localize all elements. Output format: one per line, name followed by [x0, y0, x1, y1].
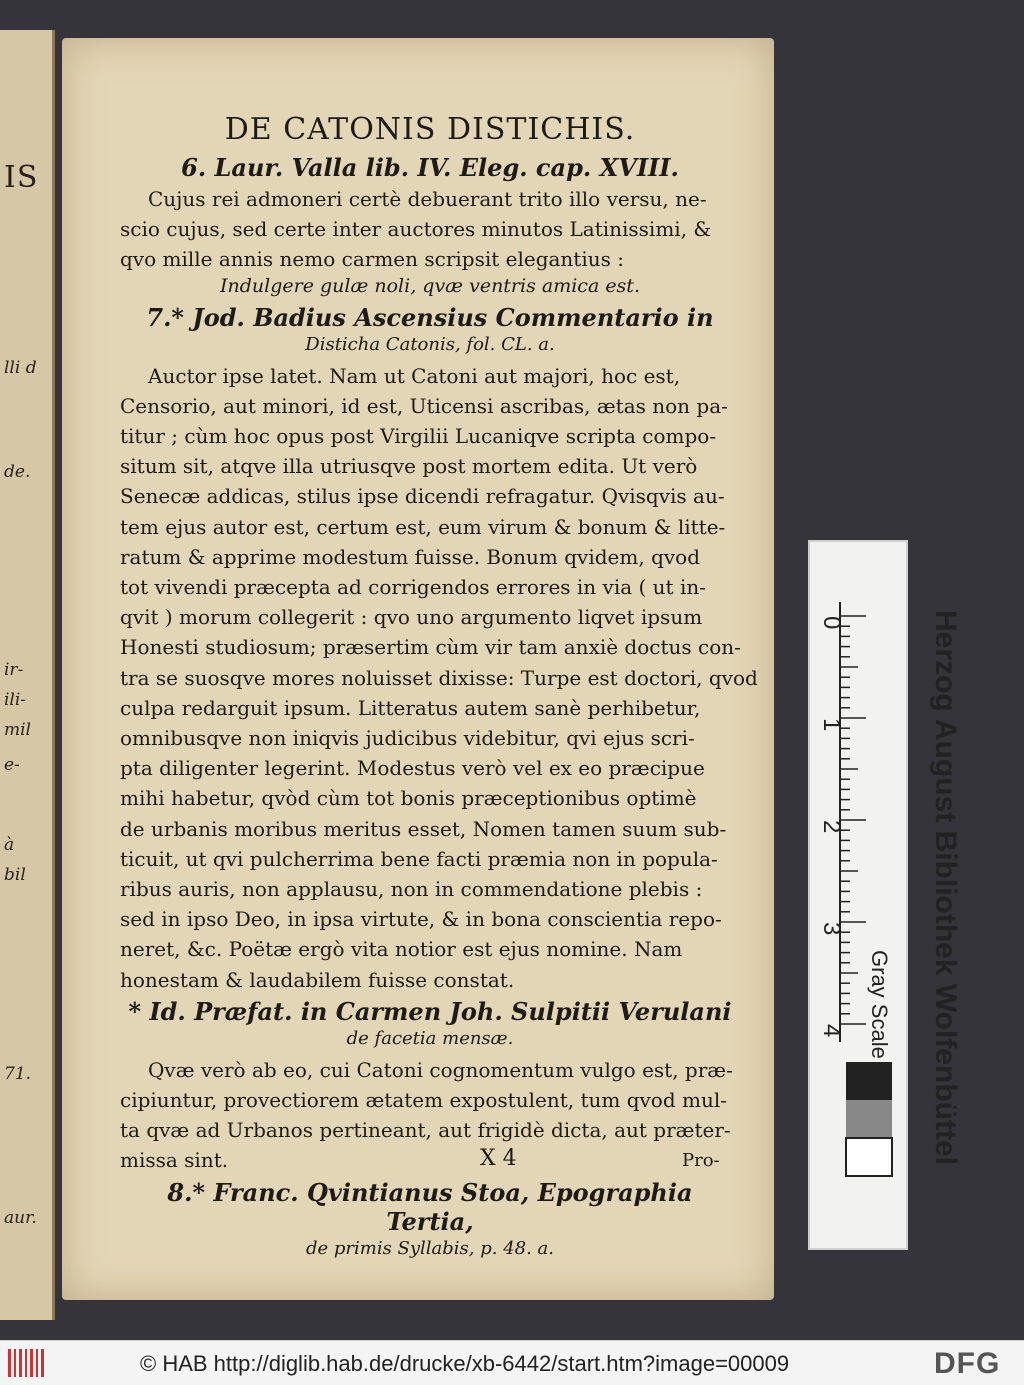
hab-logo-icon [8, 1349, 44, 1377]
page-text [120, 112, 758, 1265]
gray-swatch-mid [846, 1100, 892, 1138]
text-line: sed in ipso Deo, in ipsa virtute, & in bona conscientia repo- [120, 907, 722, 932]
text-line: situm sit, atqve illa utriusqve post mortem edita. Ut verò [120, 454, 698, 479]
text-line: scio cujus, sed certe inter auctores minutos Latinissimi, & [120, 217, 712, 242]
signature-mark: X 4 [480, 1146, 517, 1171]
text-line: Cujus rei admoneri certè debuerant trito illo versu, ne- [148, 187, 707, 211]
text-line: ribus auris, non applausu, non in commendatione plebis : [120, 877, 703, 902]
text-line: ratum & apprime modestum fuisse. Bonum qvidem, qvod [120, 544, 701, 569]
ruler-tick-label: 1 [818, 718, 845, 732]
text-line: qvo mille annis nemo carmen scripsit elegantius : [120, 247, 624, 272]
text-line: Auctor ipse latet. Nam ut Catoni aut majori, hoc est, [148, 363, 681, 388]
text-line: ta qvæ ad Urbanos pertineant, aut frigidè dicta, aut præter- [120, 1118, 731, 1143]
source-id-sub: de facetia mensæ. [346, 1027, 514, 1049]
ruler-tick-label: 3 [818, 922, 845, 936]
institution-name: Herzog August Bibliothek Wolfenbüttel [929, 610, 962, 1165]
text-line: tra se suosqve mores noluisset dixisse: Turpe est doctori, qvod [120, 665, 758, 690]
text-line: de urbanis moribus meritus esset, Nomen tamen suum sub- [120, 816, 727, 841]
source-7-sub: Disticha Catonis, fol. CL. a. [305, 333, 555, 355]
gray-swatch-light [846, 1138, 892, 1176]
text-line: missa sint. [120, 1148, 229, 1173]
text-line: qvit ) morum collegerit : qvo uno argumento liqvet ipsum [120, 605, 703, 630]
text-line: honestam & laudabilem fuisse constat. [120, 967, 515, 992]
catchword: Pro- [682, 1150, 720, 1171]
source-7: 7.* Jod. Badius Ascensius Commentario in [146, 302, 714, 332]
previous-page-fragment: e- [4, 755, 20, 775]
verse-quote: Indulgere gulæ noli, qvæ ventris amica est. [220, 274, 640, 297]
text-line: ticuit, ut qvi pulcherrima bene facti præmia non in popula- [120, 846, 718, 871]
ruler-tick-label: 4 [818, 1024, 845, 1038]
text-line: titur ; cùm hoc opus post Virgilii Lucaniqve scripta compo- [120, 424, 717, 449]
ruler-scale [810, 542, 906, 1248]
text-line: tot vivendi præcepta ad corrigendos errores in via ( ut in- [120, 575, 706, 600]
ruler-wordmark [900, 610, 962, 1210]
previous-page-fragment: 71. [4, 1064, 32, 1084]
text-line: Censorio, aut minori, id est, Uticensi ascribas, ætas non pa- [120, 393, 728, 418]
source-8: 8.* Franc. Qvintianus Stoa, Epographia Tertia, [167, 1177, 693, 1236]
source-8-sub: de primis Syllabis, p. 48. a. [305, 1237, 555, 1259]
text-line: mihi habetur, qvòd cùm tot bonis præceptionibus optimè [120, 786, 697, 811]
text-line: cipiuntur, provectiorem ætatem expostulent, tum qvod mul- [120, 1088, 727, 1113]
viewer-footer [0, 1340, 1024, 1385]
previous-page-edge [0, 30, 55, 1320]
text-line: Honesti studiosum; præsertim cùm vir tam anxiè doctus con- [120, 635, 741, 660]
gray-swatch-dark [846, 1062, 892, 1100]
source-6: 6. Laur. Valla lib. IV. Eleg. cap. XVIII. [181, 153, 679, 182]
text-line: tem ejus autor est, certum est, eum virum & bonum & litte- [120, 514, 726, 539]
text-line: omnibusqve non iniqvis judicibus videbitur, qvi ejus scri- [120, 726, 695, 751]
previous-page-fragment: ili- [4, 690, 27, 710]
page-title: DE CATONIS DISTICHIS. [224, 112, 636, 147]
color-ruler [808, 540, 908, 1250]
ruler-tick-label: 2 [818, 820, 845, 834]
previous-page-fragment: à [4, 835, 15, 855]
previous-page-fragment: de. [4, 462, 31, 482]
gray-scale-label: Gray Scale [867, 950, 892, 1059]
previous-page-fragment: lli d [4, 358, 37, 378]
text-line: Senecæ addicas, stilus ipse dicendi refragatur. Qvisqvis au- [120, 484, 725, 509]
ruler-tick-label: 0 [818, 616, 845, 630]
previous-page-fragment: IS [4, 160, 39, 195]
previous-page-fragment: mil [4, 720, 31, 740]
dfg-logo: DFG [934, 1347, 1001, 1380]
text-line: pta diligenter legerint. Modestus verò vel ex eo præcipue [120, 756, 705, 781]
previous-page-fragment: ir- [4, 660, 24, 680]
text-line: Qvæ verò ab eo, cui Catoni cognomentum vulgo est, præ- [148, 1057, 733, 1082]
credit-link[interactable]: © HAB http://diglib.hab.de/drucke/xb-6442/start.htm?image=00009 [140, 1351, 790, 1376]
text-line: neret, &c. Poëtæ ergò vita notior est ejus nomine. Nam [120, 937, 683, 962]
previous-page-fragment: bil [4, 865, 26, 885]
source-id: * Id. Præfat. in Carmen Joh. Sulpitii Verulani [128, 996, 732, 1026]
previous-page-fragment: aur. [4, 1208, 37, 1228]
text-line: culpa redarguit ipsum. Litteratus autem sanè perhibetur, [120, 695, 701, 720]
